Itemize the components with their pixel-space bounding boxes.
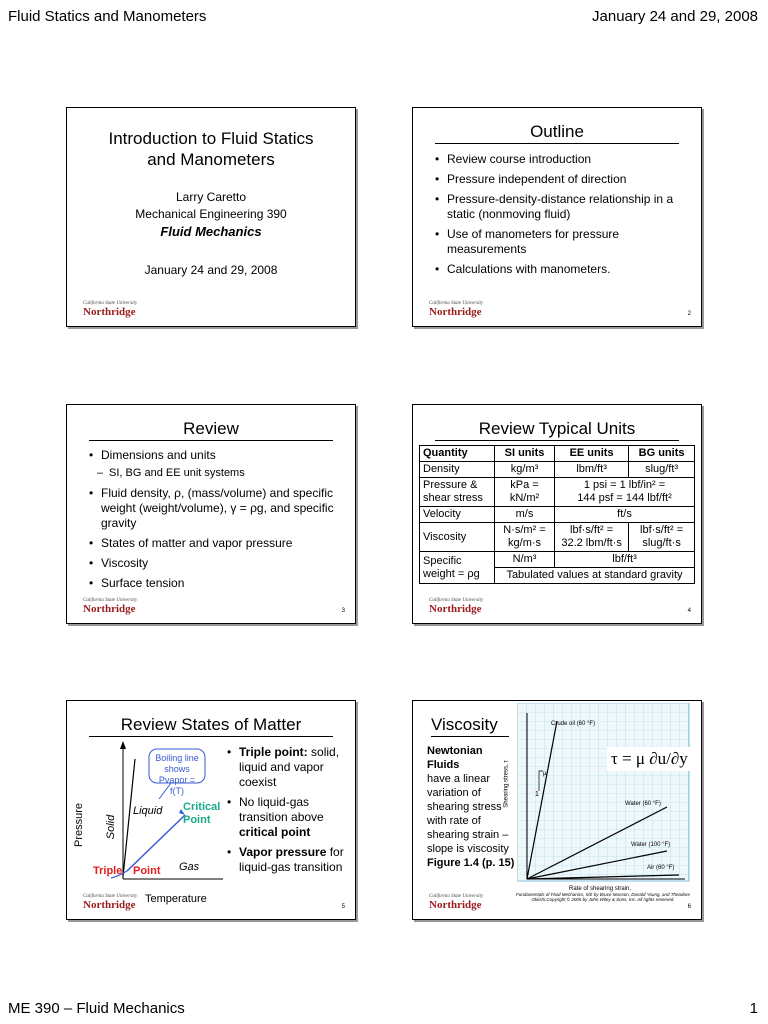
slide-3 [66, 404, 356, 624]
csun-logo: California State University Northridge [429, 301, 484, 318]
table-cell: Velocity [420, 507, 495, 523]
table-cell: Tabulated values at standard gravity [495, 568, 695, 584]
slide-number: 4 [687, 608, 691, 614]
solid-liquid-line [123, 759, 135, 877]
slide-title: Review States of Matter [120, 715, 302, 734]
header-title: Fluid Statics and Manometers [8, 8, 207, 25]
csun-logo: California State University Northridge [429, 894, 484, 911]
slide-1 [66, 107, 356, 327]
slide-title-line1: Introduction to Fluid Statics [108, 129, 314, 148]
point-label: Point [133, 865, 161, 877]
table-cell: N·s/m² = kg/m·s [495, 523, 555, 552]
shear-equation: τ = μ ∂u/∂y [607, 747, 692, 771]
series-label-air: Air (60 °F) [647, 865, 675, 871]
series-label-crude: Crude oil (60 °F) [551, 721, 596, 727]
bullet: • Use of manometers for pressure measurements [435, 227, 685, 257]
col-header: SI units [495, 446, 555, 462]
viscosity-chart [517, 703, 697, 887]
newtonian-heading: Newtonian Fluids [427, 745, 483, 771]
boiling-callout: Boiling line shows Pvapor = f(T) [155, 753, 199, 796]
header-date: January 24 and 29, 2008 [592, 8, 758, 25]
col-header: BG units [629, 446, 695, 462]
slide-4 [412, 404, 702, 624]
table-cell: m/s [495, 507, 555, 523]
solid-label: Solid [105, 814, 118, 840]
table-cell: slug/ft³ [629, 462, 695, 478]
title-underline [435, 440, 679, 441]
slide-title: Review Typical Units [478, 419, 636, 438]
slide-number: 5 [341, 904, 345, 910]
figure-credit: Fundamentals of Fluid Mechanics, 5/E by Bruce Munson, Donald Young, and Theodore Okiishi.Copyright © 2005 by John Wiley & Sons, Inc. All rights reserved. [515, 892, 691, 902]
y-axis-label: Pressure [73, 802, 86, 848]
slide-title: Review [183, 419, 239, 438]
bullet: • Vapor pressure for liquid-gas transition [227, 845, 351, 875]
slide-5 [66, 700, 356, 920]
bullet: • Fluid density, ρ, (mass/volume) and specific weight (weight/volume), γ = ρg, and specific gravity [89, 486, 339, 531]
col-header: Quantity [420, 446, 495, 462]
slide-number: 6 [687, 904, 691, 910]
slide-title: Viscosity [431, 715, 498, 734]
bullet: • Pressure independent of direction [435, 172, 685, 187]
figure-ref: Figure 1.4 (p. 15) [427, 857, 515, 869]
bullet: • Surface tension [89, 576, 339, 591]
table-cell: lbm/ft³ [555, 462, 629, 478]
bullet: • Dimensions and units [89, 448, 339, 463]
csun-logo: California State University Northridge [83, 894, 138, 911]
triple-label: Triple [93, 865, 123, 877]
footer-course: ME 390 – Fluid Mechanics [8, 1000, 185, 1017]
table-cell: 1 psi = 1 lbf/in² = 144 psf = 144 lbf/ft² [555, 478, 695, 507]
liquid-label: Liquid [133, 805, 163, 817]
table-cell: Viscosity [420, 523, 495, 552]
gas-label: Gas [179, 861, 200, 873]
slide-number: 3 [341, 608, 345, 614]
csun-logo: California State University Northridge [83, 301, 138, 318]
title-underline [89, 440, 333, 441]
mu-label: μ [543, 771, 547, 777]
table-cell: Pressure & shear stress [420, 478, 495, 507]
csun-logo: California State University Northridge [83, 598, 138, 615]
bullet: • Triple point: solid, liquid and vapor coexist [227, 745, 351, 790]
csun-logo: California State University Northridge [429, 598, 484, 615]
one-label: 1 [535, 791, 539, 798]
bullet: • Review course introduction [435, 152, 685, 167]
page-number: 1 [749, 1000, 758, 1017]
table-cell: kg/m³ [495, 462, 555, 478]
slide-title: Outline [530, 122, 584, 141]
viscosity-text: have a linear variation of shearing stress with rate of shearing strain – slope is viscosity [427, 773, 509, 855]
slide-number: 2 [687, 311, 691, 317]
x-axis-label: Temperature [145, 893, 207, 905]
table-cell: ft/s [555, 507, 695, 523]
table-cell: lbf·s/ft² = slug/ft·s [629, 523, 695, 552]
x-axis-label: Rate of shearing strain, [569, 886, 632, 892]
title-underline [431, 736, 509, 737]
series-label-water60: Water (60 °F) [625, 801, 661, 807]
bullet: • Pressure-density-distance relationship in a static (nonmoving fluid) [435, 192, 685, 222]
critical-label: Critical Point [183, 801, 221, 826]
col-header: EE units [555, 446, 629, 462]
table-cell: Density [420, 462, 495, 478]
table-cell: lbf/ft³ [555, 552, 695, 568]
bullet: • No liquid-gas transition above critical point [227, 795, 351, 840]
slide-2 [412, 107, 702, 327]
slide-title-line2: and Manometers [147, 150, 275, 169]
sub-bullet: – SI, BG and EE unit systems [89, 466, 339, 481]
title-underline [89, 736, 333, 737]
table-cell: lbf·s/ft² = 32.2 lbm/ft·s [555, 523, 629, 552]
bullet: • Calculations with manometers. [435, 262, 685, 277]
boiling-line [127, 815, 185, 871]
y-axis-label: Shearing stress, τ [503, 760, 510, 808]
slide-6 [412, 700, 702, 920]
subject: Fluid Mechanics [160, 224, 262, 239]
table-cell: kPa = kN/m² [495, 478, 555, 507]
table-cell: Specific weight = ρg [420, 552, 495, 584]
title-underline [435, 143, 679, 144]
bullet: • Viscosity [89, 556, 339, 571]
course: Mechanical Engineering 390 [135, 207, 287, 221]
author: Larry Caretto [175, 190, 247, 204]
units-table [419, 445, 695, 584]
slide-date: January 24 and 29, 2008 [144, 263, 278, 277]
table-cell: N/m³ [495, 552, 555, 568]
bullet: • States of matter and vapor pressure [89, 536, 339, 551]
series-label-water100: Water (100 °F) [631, 842, 671, 848]
